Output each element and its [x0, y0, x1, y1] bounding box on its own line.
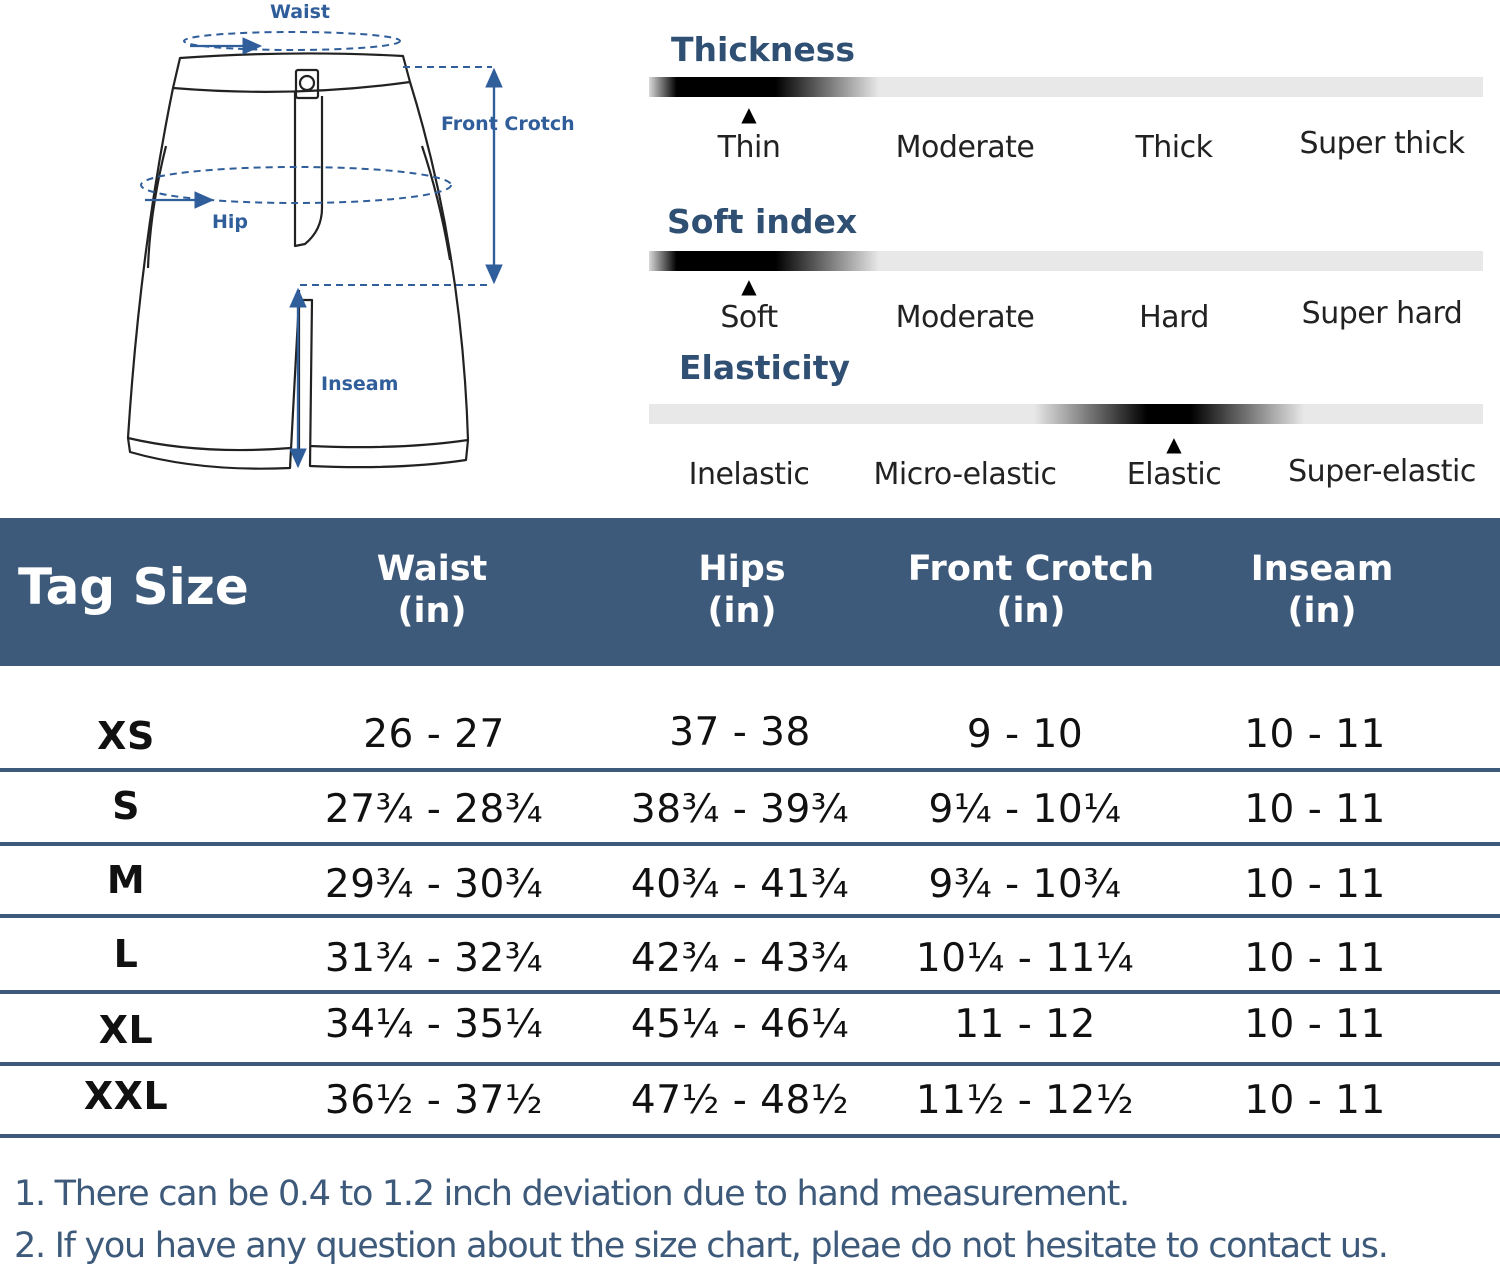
header-tag-size: Tag Size	[18, 558, 249, 616]
soft-index-scale-fill	[649, 251, 879, 271]
row-hips: 37 - 38	[669, 710, 811, 755]
soft-index-title: Soft index	[667, 202, 858, 241]
note-deviation: 1. There can be 0.4 to 1.2 inch deviation due to hand measurement.	[14, 1174, 1129, 1214]
elasticity-option-micro-elastic: Micro-elastic	[873, 457, 1057, 492]
table-row	[0, 846, 1500, 918]
row-front-crotch: 11 - 12	[954, 1002, 1096, 1047]
header-front-crotch	[881, 548, 1181, 632]
row-hips: 38¾ - 39¾	[630, 787, 850, 832]
front-crotch-label: Front Crotch	[441, 113, 575, 135]
row-inseam: 10 - 11	[1244, 787, 1386, 832]
row-front-crotch: 11½ - 12½	[915, 1078, 1135, 1123]
elasticity-option-inelastic: Inelastic	[688, 457, 810, 492]
thickness-option-moderate: Moderate	[895, 130, 1035, 165]
row-front-crotch: 10¼ - 11¼	[915, 936, 1135, 981]
elasticity-scale-fill	[1034, 404, 1304, 424]
elasticity-scale-bar	[649, 404, 1483, 424]
header-inseam-name: Inseam	[1250, 549, 1394, 589]
header-waist-name: Waist	[376, 549, 488, 589]
row-divider	[0, 1134, 1500, 1138]
thickness-scale-bar	[649, 77, 1483, 97]
table-row	[0, 918, 1500, 994]
row-waist: 27¾ - 28¾	[324, 787, 544, 832]
row-waist: 31¾ - 32¾	[324, 936, 544, 981]
row-size: XL	[98, 1008, 154, 1052]
header-hips-unit: (in)	[707, 591, 777, 631]
table-header	[0, 518, 1500, 666]
soft-index-scale-bar	[649, 251, 1483, 271]
row-inseam: 10 - 11	[1244, 1002, 1386, 1047]
elasticity-option-elastic: Elastic	[1126, 457, 1222, 492]
header-front-crotch-unit: (in)	[996, 591, 1066, 631]
header-front-crotch-name: Front Crotch	[907, 549, 1155, 589]
table-row	[0, 772, 1500, 846]
row-size: XXL	[83, 1074, 169, 1118]
soft-index-option-moderate: Moderate	[895, 300, 1035, 335]
soft-index-selected-marker: ▲	[741, 274, 757, 298]
waist-label: Waist	[270, 1, 331, 23]
table-row	[0, 994, 1500, 1066]
elasticity-title: Elasticity	[679, 348, 851, 387]
table-row	[0, 1066, 1500, 1138]
row-inseam: 10 - 11	[1244, 862, 1386, 907]
row-hips: 47½ - 48½	[630, 1078, 850, 1123]
header-hips-name: Hips	[698, 549, 786, 589]
row-hips: 45¼ - 46¼	[630, 1002, 850, 1047]
elasticity-selected-marker: ▲	[1166, 432, 1182, 456]
inseam-label: Inseam	[321, 373, 399, 395]
note-contact: 2. If you have any question about the size chart, pleae do not hesitate to contact us.	[14, 1226, 1388, 1266]
thickness-option-thick: Thick	[1135, 130, 1213, 165]
row-waist: 36½ - 37½	[324, 1078, 544, 1123]
thickness-selected-marker: ▲	[741, 102, 757, 126]
hip-label: Hip	[212, 211, 249, 233]
shorts-measurement-diagram	[100, 0, 580, 480]
row-size: S	[112, 784, 140, 828]
row-inseam: 10 - 11	[1244, 712, 1386, 757]
table-row	[0, 708, 1500, 772]
row-hips: 42¾ - 43¾	[630, 936, 850, 981]
row-front-crotch: 9¼ - 10¼	[928, 787, 1122, 832]
soft-index-option-super-hard: Super hard	[1301, 296, 1463, 331]
header-inseam-unit: (in)	[1287, 591, 1357, 631]
thickness-title: Thickness	[671, 30, 855, 69]
row-waist: 34¼ - 35¼	[324, 1002, 544, 1047]
row-inseam: 10 - 11	[1244, 936, 1386, 981]
row-front-crotch: 9 - 10	[966, 712, 1084, 757]
header-waist-unit: (in)	[397, 591, 467, 631]
elasticity-option-super-elastic: Super-elastic	[1288, 454, 1476, 489]
soft-index-option-hard: Hard	[1139, 300, 1209, 335]
row-waist: 29¾ - 30¾	[324, 862, 544, 907]
soft-index-option-soft: Soft	[720, 300, 778, 335]
row-size: XS	[97, 714, 155, 758]
row-inseam: 10 - 11	[1244, 1078, 1386, 1123]
header-hips	[592, 548, 892, 632]
row-size: L	[113, 932, 139, 976]
row-waist: 26 - 27	[363, 712, 505, 757]
row-size: M	[106, 858, 146, 902]
header-inseam	[1172, 548, 1472, 632]
row-front-crotch: 9¾ - 10¾	[928, 862, 1122, 907]
header-waist	[282, 548, 582, 632]
thickness-option-thin: Thin	[717, 130, 781, 165]
thickness-scale-fill	[649, 77, 879, 97]
row-hips: 40¾ - 41¾	[630, 862, 850, 907]
thickness-option-super-thick: Super thick	[1299, 126, 1465, 161]
